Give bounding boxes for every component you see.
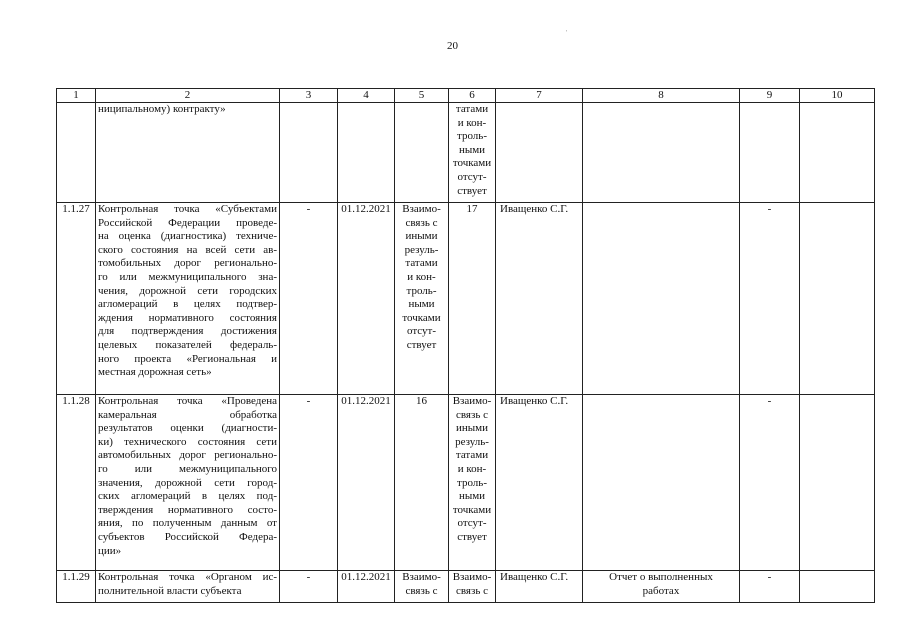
cell-line: троль- [457, 130, 487, 143]
cell-line: го или межмуниципального зна- [98, 270, 277, 283]
cell-line: троль- [457, 476, 487, 489]
responsible-cell [496, 103, 583, 203]
table-row [57, 203, 875, 395]
date-cell: 01.12.2021 [338, 203, 395, 395]
cell-line: на оценка (диагностика) техниче- [98, 230, 277, 243]
cell-line: татами [455, 103, 489, 115]
result-cell [583, 571, 740, 603]
cell-line: резуль- [404, 243, 439, 256]
cell-line: ствует [457, 530, 487, 543]
cell-line: результатов оценки (диагности- [98, 422, 277, 435]
page-number: 20 [447, 40, 458, 52]
col-header-4: 4 [338, 89, 395, 103]
cell-line: точками [452, 157, 492, 170]
cell-line: субъектов Российской Федера- [98, 530, 277, 543]
cell-line: резуль- [455, 435, 489, 448]
responsible-cell: Иващенко С.Г. [496, 395, 583, 571]
cell-line: и кон- [457, 116, 487, 129]
row-number-cell: 1.1.28 [57, 395, 96, 571]
cell-line: камеральная обработка [98, 408, 277, 421]
cell-line: ными [458, 490, 486, 503]
date-cell: 01.12.2021 [338, 571, 395, 603]
cell-line: Контрольная точка «Проведена [98, 395, 277, 407]
cell-line: ствует [406, 338, 437, 351]
responsible-cell: Иващенко С.Г. [496, 571, 583, 603]
cell-line: Контрольная точка «Органом ис- [98, 571, 277, 583]
result-cell [583, 203, 740, 395]
cell-line: ждения нормативного состояния [98, 311, 277, 324]
col10-cell [800, 395, 875, 571]
cell-line: связь с [405, 584, 438, 597]
col10-cell [800, 571, 875, 603]
cell-line: иными [405, 230, 438, 243]
cell-line: Взаимо- [402, 571, 441, 583]
cell-line: троль- [406, 284, 437, 297]
col3-cell: - [280, 203, 338, 395]
col9-cell: - [740, 571, 800, 603]
cell-line: агломераций в целях подтвер- [98, 298, 277, 311]
cell-line: Взаимо- [452, 395, 492, 407]
cell-line: го или межмуниципального [98, 462, 277, 475]
cell-line: ского состояния на всей сети ав- [98, 243, 277, 256]
col-header-3: 3 [280, 89, 338, 103]
cell-line: 17 [466, 203, 478, 215]
cell-line: автомобильных дорог регионально- [98, 449, 277, 462]
cell-line: и кон- [407, 270, 436, 283]
cell-line: отсут- [406, 325, 436, 338]
cell-line: ными [458, 143, 486, 156]
cell-line: ниципальному) контракту» [98, 103, 226, 115]
date-cell: 01.12.2021 [338, 395, 395, 571]
cell-line: ки) технического состояния сети [98, 435, 277, 448]
cell-line: для подтверждения достижения [98, 325, 277, 338]
col-header-7: 7 [496, 89, 583, 103]
schedule-table [56, 88, 875, 603]
row-number-cell [57, 103, 96, 203]
cell-line: иными [455, 422, 488, 435]
cell-line: связь с [405, 216, 438, 229]
col10-cell [800, 203, 875, 395]
row-number-cell: 1.1.29 [57, 571, 96, 603]
cell-line: Отчет о выполненных [609, 571, 713, 583]
cell-line: чения, дорожной сети городских [98, 284, 277, 297]
col5-cell [395, 395, 449, 571]
cell-line: значения, дорожной сети город- [98, 476, 277, 489]
col9-cell [740, 103, 800, 203]
cell-line: местная дорожная сеть» [98, 366, 212, 379]
cell-line: яния, по полученным данным от [98, 517, 277, 530]
col-header-10: 10 [800, 89, 875, 103]
cell-line: целевых показателей федераль- [98, 338, 277, 351]
header-row [57, 89, 875, 103]
col-header-8: 8 [583, 89, 740, 103]
col5-cell [395, 103, 449, 203]
cell-line: точками [402, 311, 441, 324]
cell-line: ции» [98, 544, 122, 557]
col5-cell [395, 571, 449, 603]
col-header-2: 2 [96, 89, 280, 103]
cell-line: ствует [457, 184, 487, 197]
table-row [57, 103, 875, 203]
cell-line: тверждения нормативного состо- [98, 503, 277, 516]
cell-line: отсут- [457, 517, 487, 530]
cell-line: ских агломераций в целях под- [98, 490, 277, 503]
col6-cell [449, 571, 496, 603]
cell-line: точками [452, 503, 492, 516]
table-row [57, 571, 875, 603]
col3-cell [280, 103, 338, 203]
result-cell [583, 395, 740, 571]
col10-cell [800, 103, 875, 203]
row-number-cell: 1.1.27 [57, 203, 96, 395]
cell-line: работах [642, 584, 680, 597]
cell-line: татами [405, 257, 438, 270]
date-cell [338, 103, 395, 203]
cell-line: связь с [456, 408, 488, 421]
col-header-5: 5 [395, 89, 449, 103]
cell-line: отсут- [457, 170, 487, 183]
col-header-9: 9 [740, 89, 800, 103]
scan-speck: ' [566, 29, 568, 37]
cell-line: томобильных дорог регионально- [98, 257, 277, 270]
cell-line: Российской Федерации проведе- [98, 216, 277, 229]
description-cell [96, 103, 280, 203]
col9-cell: - [740, 203, 800, 395]
col6-cell [449, 395, 496, 571]
description-cell [96, 395, 280, 571]
col3-cell: - [280, 571, 338, 603]
description-cell [96, 203, 280, 395]
col9-cell: - [740, 395, 800, 571]
cell-line: полнительной власти субъекта [98, 584, 242, 597]
cell-line: ного проекта «Региональная и [98, 352, 277, 365]
responsible-cell: Иващенко С.Г. [496, 203, 583, 395]
cell-line: 16 [416, 395, 427, 407]
col6-cell [449, 103, 496, 203]
cell-line: Взаимо- [402, 203, 441, 215]
col3-cell: - [280, 395, 338, 571]
col5-cell [395, 203, 449, 395]
result-cell [583, 103, 740, 203]
col-header-6: 6 [449, 89, 496, 103]
table-row [57, 395, 875, 571]
cell-line: Контрольная точка «Субъектами [98, 203, 277, 215]
description-cell [96, 571, 280, 603]
col-header-1: 1 [57, 89, 96, 103]
cell-line: татами [455, 449, 489, 462]
cell-line: Взаимо- [452, 571, 492, 583]
col6-cell [449, 203, 496, 395]
cell-line: ными [408, 298, 435, 311]
cell-line: и кон- [457, 462, 487, 475]
cell-line: связь с [456, 584, 488, 597]
